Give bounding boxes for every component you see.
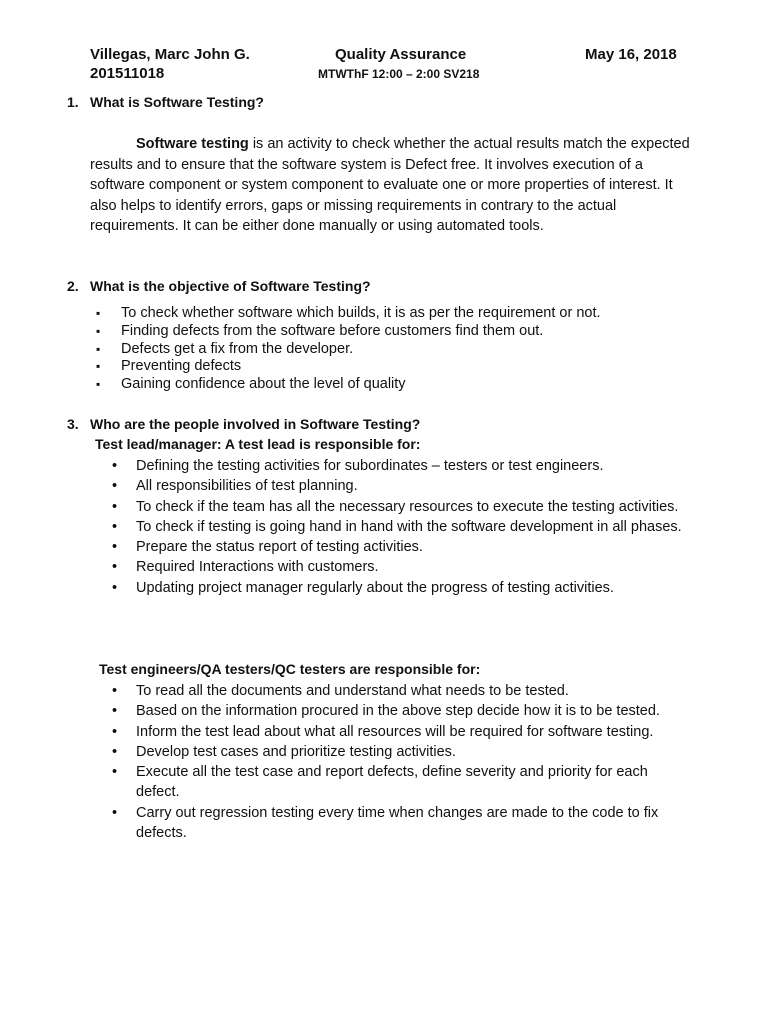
list-item: • Based on the information procured in the above step decide how it is to be tested.	[112, 701, 682, 721]
list-item: • Develop test cases and prioritize testing activities.	[112, 742, 682, 762]
q2-question: What is the objective of Software Testing?	[90, 278, 371, 294]
list-item: ▪ Defects get a fix from the developer.	[96, 341, 601, 359]
q3-question: Who are the people involved in Software Testing?	[90, 416, 421, 432]
list-item: • To check if testing is going hand in hand with the software development in all phases.	[112, 517, 682, 537]
q2-number: 2.	[67, 278, 79, 294]
q1-answer	[90, 134, 690, 237]
q1-answer-text: is an activity to check whether the actual results match the expected results and to ensure that the software system is Defect free. It involves execution of a software component or system component to evaluate one or more properties of interest. It also helps to identify errors, gaps or missing requirements in contrary to the actual requirements. It can be either done manually or using automated tools.	[90, 136, 690, 234]
test-engineers-heading: Test engineers/QA testers/QC testers are responsible for:	[99, 661, 481, 677]
list-item: • Carry out regression testing every time when changes are made to the code to fix defects.	[112, 803, 682, 844]
list-item: • Defining the testing activities for subordinates – testers or test engineers.	[112, 456, 682, 476]
list-item: ▪ Finding defects from the software before customers find them out.	[96, 323, 601, 341]
test-engineers-list	[112, 681, 682, 843]
document-date: May 16, 2018	[585, 46, 677, 63]
list-item: ▪ Preventing defects	[96, 358, 601, 376]
q1-question: What is Software Testing?	[90, 94, 264, 110]
objectives-list	[96, 305, 601, 394]
list-item: • To check if the team has all the necessary resources to execute the testing activities.	[112, 497, 682, 517]
q1-number: 1.	[67, 94, 79, 110]
list-item: • All responsibilities of test planning.	[112, 476, 682, 496]
list-item: • Inform the test lead about what all resources will be required for software testing.	[112, 722, 682, 742]
test-lead-list	[112, 456, 682, 598]
list-item: • To read all the documents and understand what needs to be tested.	[112, 681, 682, 701]
list-item: ▪ Gaining confidence about the level of quality	[96, 376, 601, 394]
list-item: • Updating project manager regularly about the progress of testing activities.	[112, 578, 682, 598]
course-title: Quality Assurance	[335, 46, 467, 63]
author-name: Villegas, Marc John G.	[90, 46, 250, 63]
list-item: • Execute all the test case and report defects, define severity and priority for each defect.	[112, 762, 682, 803]
list-item: • Required Interactions with customers.	[112, 557, 682, 577]
q1-term: Software testing	[136, 136, 249, 152]
student-id: 201511018	[90, 65, 165, 82]
q3-number: 3.	[67, 416, 79, 432]
list-item: • Prepare the status report of testing activities.	[112, 537, 682, 557]
class-schedule: MTWThF 12:00 – 2:00 SV218	[318, 67, 480, 81]
test-lead-heading: Test lead/manager: A test lead is responsible for:	[95, 436, 421, 452]
list-item: ▪ To check whether software which builds, it is as per the requirement or not.	[96, 305, 601, 323]
